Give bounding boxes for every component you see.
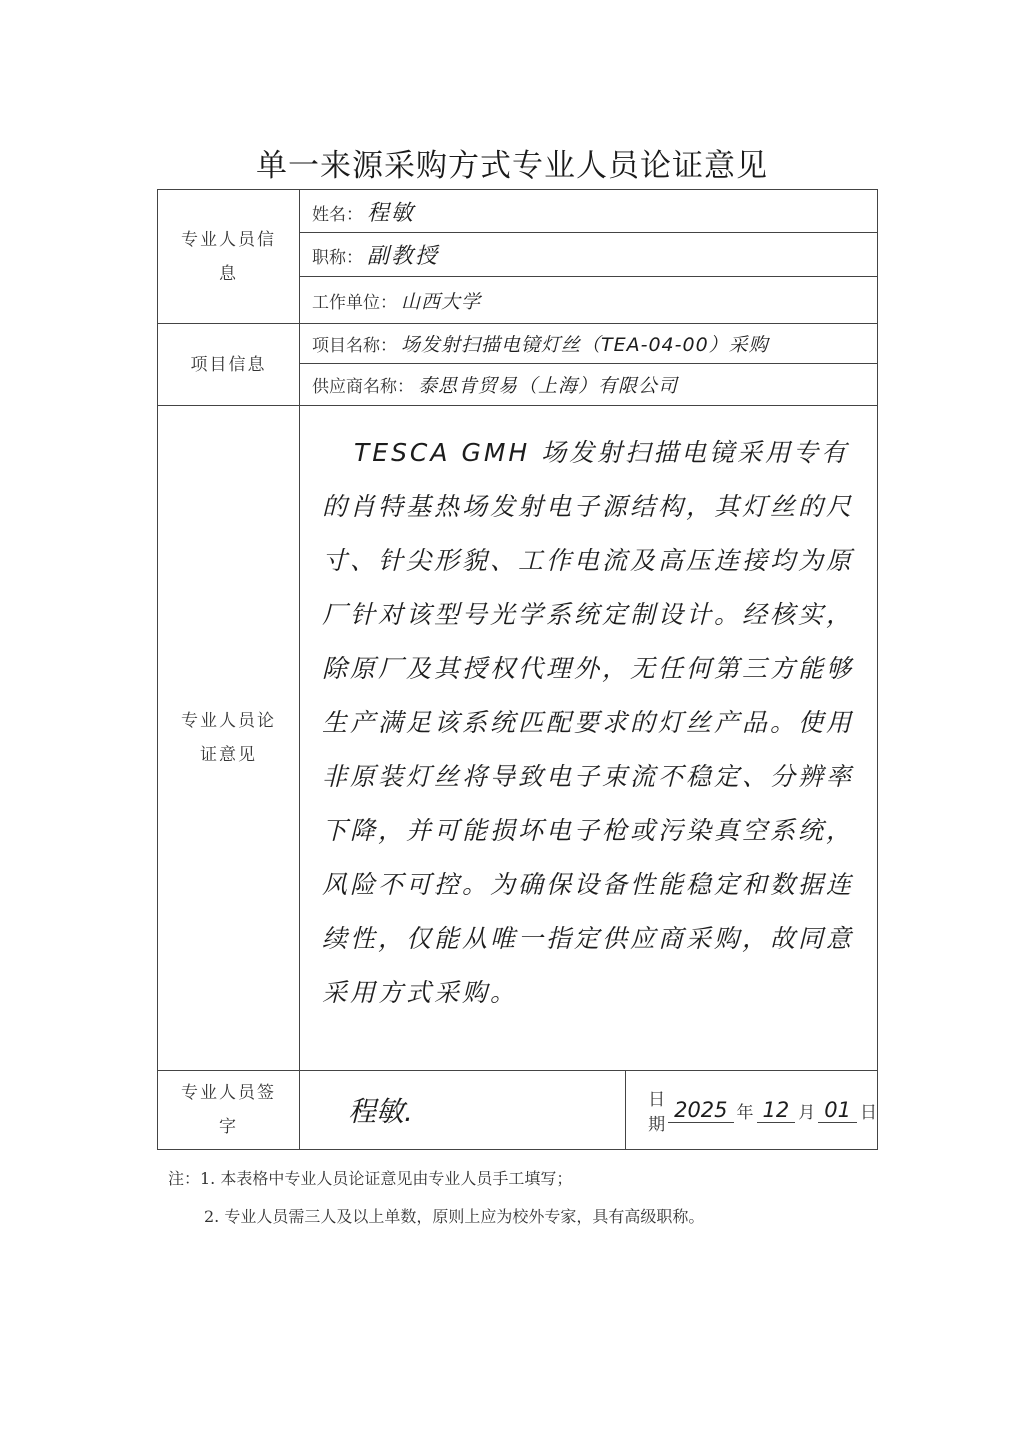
expert-info-label-cell — [158, 190, 300, 324]
name-row — [158, 190, 878, 233]
opinion-text: TESCA GMH 场发射扫描电镜采用专有的肖特基热场发射电子源结构，其灯丝的尺寸、针尖形貌、工作电流及高压连接均为原厂针对该型号光学系统定制设计。经核实，除原厂及其授权代理外，无任何第三方能够生产满足该系统匹配要求的灯丝产品。使用非原装灯丝将导致电子束流不稳定、分辨率下降，并可能损坏电子枪或污染真空系统，风险不可控。为确保设备性能稳定和数据连续性，仅能从唯一指定供应商采购，故同意采用方式采购。 — [322, 438, 855, 1007]
signature-cell — [300, 1071, 878, 1150]
project-info-label-cell — [158, 324, 300, 406]
note-1: 注：1. 本表格中专业人员论证意见由专业人员手工填写； — [168, 1169, 573, 1188]
date-year-unit: 年 — [736, 1102, 754, 1123]
name-field — [300, 190, 878, 233]
date-month-unit: 月 — [798, 1102, 816, 1123]
title-label: 职称： — [312, 248, 363, 268]
unit-field — [300, 277, 878, 324]
supplier-value: 泰思肯贸易（上海）有限公司 — [418, 375, 679, 397]
title-value: 副教授 — [367, 244, 440, 269]
supplier-label: 供应商名称： — [312, 377, 414, 397]
opinion-label: 专业人员论证意见 — [181, 711, 276, 765]
title-field — [300, 233, 878, 277]
project-field — [300, 324, 878, 364]
opinion-cell — [300, 406, 878, 1071]
date-month: 12 — [757, 1098, 796, 1123]
name-label: 姓名： — [312, 204, 363, 225]
date-field — [626, 1071, 877, 1149]
signature-inner — [300, 1071, 877, 1149]
signature-row — [158, 1071, 878, 1150]
document-title: 单一来源采购方式专业人员论证意见 — [256, 148, 768, 184]
expert-info-label: 专业人员信息 — [181, 229, 276, 284]
project-label: 项目名称： — [312, 336, 397, 356]
notes — [168, 1160, 908, 1236]
unit-value: 山西大学 — [401, 290, 482, 313]
supplier-field — [300, 364, 878, 406]
name-value: 程敏 — [367, 200, 416, 226]
opinion-label-cell — [158, 406, 300, 1071]
project-row — [158, 324, 878, 364]
unit-label: 工作单位： — [312, 292, 397, 313]
date-day-unit: 日 — [860, 1102, 877, 1123]
opinion-row — [158, 406, 878, 1071]
signature-label: 专业人员签字 — [181, 1083, 276, 1137]
signature-value: 程敏. — [300, 1071, 626, 1149]
date-label: 日期 — [648, 1090, 666, 1135]
date-day: 01 — [818, 1098, 857, 1123]
date-year: 2025 — [668, 1098, 733, 1123]
certification-form — [157, 189, 878, 1150]
project-info-label: 项目信息 — [190, 354, 267, 375]
project-value: 场发射扫描电镜灯丝（TEA-04-00）采购 — [401, 334, 769, 356]
signature-label-cell — [158, 1071, 300, 1150]
note-2: 2. 专业人员需三人及以上单数，原则上应为校外专家，具有高级职称。 — [204, 1207, 705, 1226]
